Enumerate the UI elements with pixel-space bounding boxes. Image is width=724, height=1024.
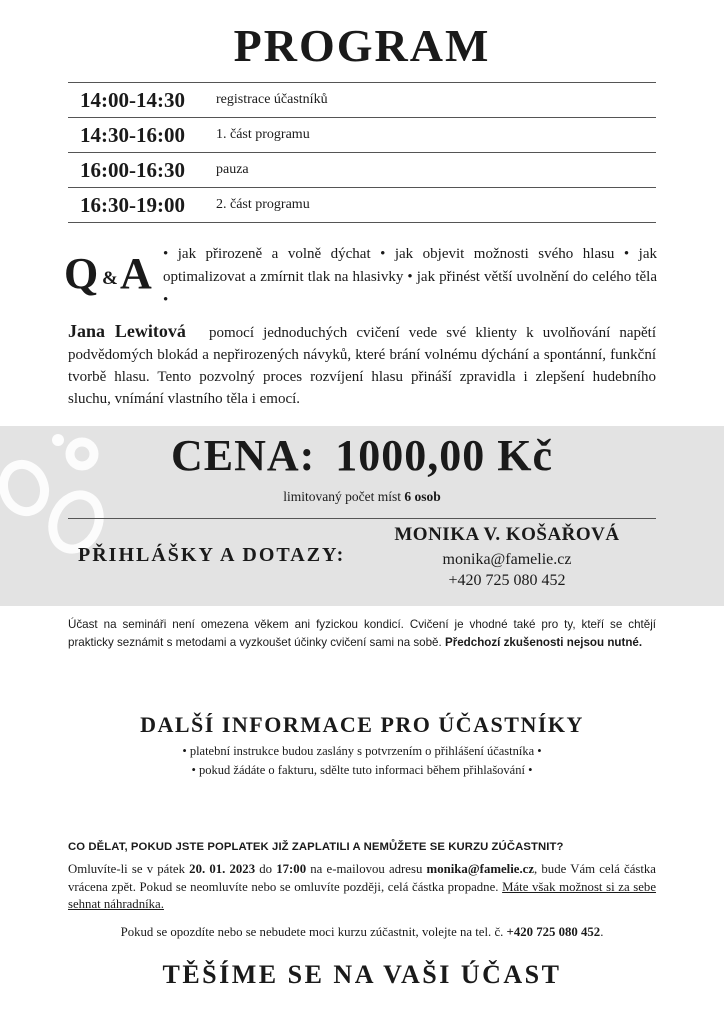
qa-logo-a: A xyxy=(120,249,152,298)
refund-substitute-note: Máte však možnost si za sebe sehnat náhradníka. xyxy=(68,879,657,911)
schedule-desc: 2. část programu xyxy=(216,197,310,212)
info-item: • platební instrukce budou zaslány s potvrzením o přihlášení účastníka • xyxy=(182,744,542,758)
schedule-time: 14:30-16:00 xyxy=(80,122,185,147)
instructor-bio xyxy=(68,320,656,410)
refund-text-1: Omluvíte-li se v pátek xyxy=(68,862,185,876)
capacity-note xyxy=(0,489,724,505)
participation-notes xyxy=(68,616,656,651)
schedule-row xyxy=(68,82,656,117)
qa-logo-q: Q xyxy=(64,249,99,298)
schedule-desc: pauza xyxy=(216,162,249,177)
price-heading xyxy=(0,426,724,486)
refund-date: 20. 01. 2023 xyxy=(189,862,256,876)
contact-email[interactable]: monika@famelie.cz xyxy=(442,551,572,568)
schedule-row xyxy=(68,152,656,187)
late-note xyxy=(0,925,724,940)
schedule-table xyxy=(68,82,656,223)
info-heading: DALŠÍ INFORMACE PRO ÚČASTNÍKY xyxy=(140,712,584,737)
schedule-time: 16:30-19:00 xyxy=(80,192,185,217)
refund-text-3: na e-mailovou adresu xyxy=(310,862,423,876)
notes-strong: Předchozí zkušenosti nejsou nutné. xyxy=(444,635,643,649)
qa-logo-amp: & xyxy=(102,268,118,289)
price-amount: 1000,00 Kč xyxy=(335,431,554,480)
schedule-desc: registrace účastníků xyxy=(216,92,328,107)
schedule-time: 16:00-16:30 xyxy=(80,157,185,182)
instructor-name: Jana Lewitová xyxy=(68,321,186,341)
refund-text-4: , bude Vám celá částka vrácena zpět. Pokud se neomluvíte nebo se omluvíte později, celá částka propadne. xyxy=(68,862,656,894)
refund-heading: CO DĚLAT, POKUD JSTE POPLATEK JIŽ ZAPLATILI A NEMŮŽETE SE KURZU ZÚČASTNIT? xyxy=(68,841,564,853)
qa-logo xyxy=(64,248,160,300)
footer-greeting: TĚŠÍME SE NA VAŠI ÚČAST xyxy=(162,960,562,989)
instructor-bio-text: pomocí jednoduchých cvičení vede své klienty k uvolňování napětí podvědomých blokád a nepřirozených návyků, které brání volnému dýchání a spontánní, funkční tvorbě hlasu. Tento pozvolný proces rozvíjení hlasu přináší zpravidla i zlepšení hudebního sluchu, vnímání vlastního těla i emocí. xyxy=(68,325,657,407)
schedule-row xyxy=(68,187,656,223)
contact-name: MONIKA V. KOŠAŘOVÁ xyxy=(394,524,620,545)
notes-text: Účast na semináři není omezena věkem ani fyzickou kondicí. Cvičení je vhodné také pro ty, kteří se chtějí prakticky seznámit s metodami a vyzkoušet účinky cvičení sami na sobě. xyxy=(68,618,656,649)
refund-email[interactable]: monika@famelie.cz xyxy=(426,862,535,876)
signup-label: PŘIHLÁŠKY A DOTAZY: xyxy=(78,544,346,566)
divider xyxy=(68,518,656,519)
schedule-time: 14:00-14:30 xyxy=(80,87,185,112)
schedule-desc: 1. část programu xyxy=(216,127,310,142)
page-title: PROGRAM xyxy=(233,20,491,71)
late-text: Pokud se opozdíte nebo se nebudete moci kurzu zúčastnit, volejte na tel. č. xyxy=(120,925,504,939)
refund-text-2: do xyxy=(259,862,273,876)
late-phone[interactable]: +420 725 080 452 xyxy=(506,925,601,939)
price-label: CENA: xyxy=(170,431,316,480)
capacity-text: limitovaný počet míst xyxy=(283,489,401,504)
late-end: . xyxy=(600,925,604,939)
refund-time: 17:00 xyxy=(276,862,307,876)
info-list xyxy=(0,742,724,780)
qa-topics: • jak přirozeně a volně dýchat • jak objevit možnosti svého hlasu • jak optimalizovat a zmírnit tlak na hlasivky • jak přinést větší uvolnění do celého těla • xyxy=(163,246,657,308)
contact-phone[interactable]: +420 725 080 452 xyxy=(448,572,566,589)
info-item: • pokud žádáte o fakturu, sdělte tuto informaci během přihlašování • xyxy=(191,763,533,777)
schedule-row xyxy=(68,117,656,152)
refund-text xyxy=(68,861,656,914)
capacity-value: 6 osob xyxy=(404,489,441,504)
